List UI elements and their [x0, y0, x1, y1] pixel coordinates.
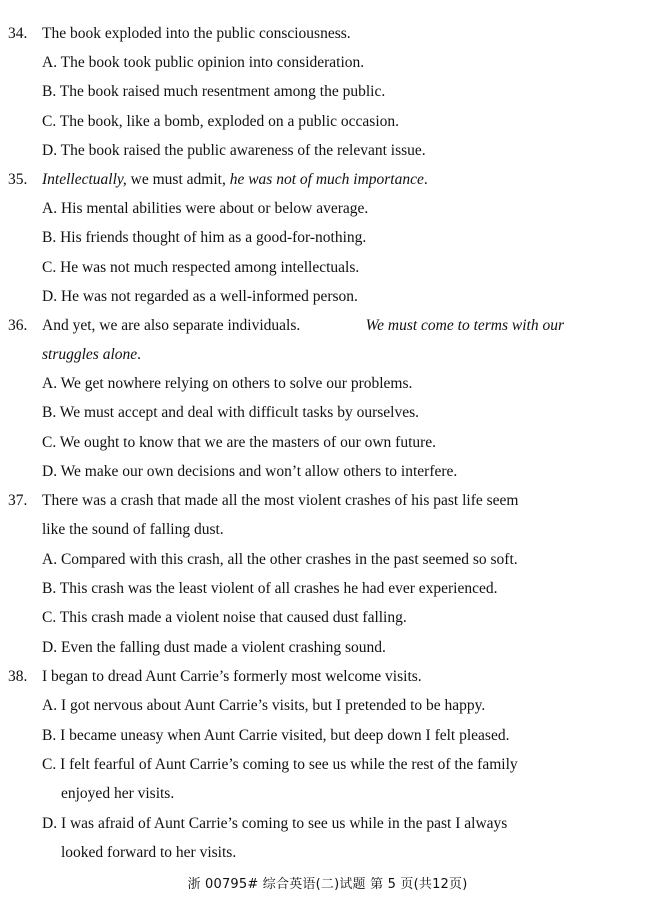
- option-d: D. We make our own decisions and won’t allow others to interfere.: [42, 463, 458, 480]
- option-b: B. This crash was the least violent of all crashes he had ever experienced.: [42, 580, 498, 597]
- stem-italic: Intellectually,: [42, 171, 127, 188]
- question-number: 35.: [8, 171, 28, 188]
- option-b: B. We must accept and deal with difficult tasks by ourselves.: [42, 404, 419, 421]
- option-d: D. I was afraid of Aunt Carrie’s coming to see us while in the past I always: [42, 815, 508, 832]
- option-c: C. I felt fearful of Aunt Carrie’s coming to see us while the rest of the family: [42, 756, 518, 773]
- question-number: 34.: [8, 25, 28, 42]
- stem-end: .: [137, 346, 142, 363]
- option-b: B. His friends thought of him as a good-for-nothing.: [42, 229, 367, 246]
- option-c: C. This crash made a violent noise that caused dust falling.: [42, 609, 407, 626]
- question-stem: [42, 170, 428, 190]
- stem-end: .: [423, 171, 428, 188]
- question-stem: The book exploded into the public consciousness.: [42, 25, 351, 42]
- option-a: A. I got nervous about Aunt Carrie’s visits, but I pretended to be happy.: [42, 697, 486, 714]
- option-c: C. He was not much respected among intellectuals.: [42, 259, 360, 276]
- option-b: B. The book raised much resentment among the public.: [42, 83, 386, 100]
- option-d-continued: looked forward to her visits.: [61, 844, 237, 861]
- page-footer: 浙 00795# 综合英语(二)试题 第 5 页(共12页): [187, 877, 468, 892]
- stem-italic: We must come to terms with our: [365, 317, 564, 334]
- option-c-continued: enjoyed her visits.: [61, 785, 175, 802]
- option-d: D. Even the falling dust made a violent crashing sound.: [42, 639, 386, 656]
- option-c: C. The book, like a bomb, exploded on a public occasion.: [42, 113, 399, 130]
- option-a: A. The book took public opinion into consideration.: [42, 54, 365, 71]
- option-a: A. His mental abilities were about or below average.: [42, 200, 369, 217]
- question-number: 36.: [8, 317, 28, 334]
- question-stem: There was a crash that made all the most violent crashes of his past life seem: [42, 492, 519, 509]
- option-a: A. Compared with this crash, all the other crashes in the past seemed so soft.: [42, 551, 518, 568]
- option-d: D. The book raised the public awareness of the relevant issue.: [42, 142, 426, 159]
- option-c: C. We ought to know that we are the masters of our own future.: [42, 434, 437, 451]
- question-stem-continued: like the sound of falling dust.: [42, 521, 224, 538]
- stem-italic: struggles alone: [42, 346, 138, 363]
- option-b: B. I became uneasy when Aunt Carrie visited, but deep down I felt pleased.: [42, 727, 510, 744]
- stem-italic: he was not of much importance: [229, 171, 424, 188]
- stem-plain: we must admit,: [126, 171, 230, 188]
- question-stem: [42, 316, 564, 336]
- option-d: D. He was not regarded as a well-informed person.: [42, 288, 358, 305]
- question-stem-continued: [42, 345, 141, 365]
- option-a: A. We get nowhere relying on others to solve our problems.: [42, 375, 413, 392]
- question-stem: I began to dread Aunt Carrie’s formerly most welcome visits.: [42, 668, 422, 685]
- question-number: 37.: [8, 492, 28, 509]
- stem-plain: And yet, we are also separate individuals.: [42, 317, 301, 334]
- question-number: 38.: [8, 668, 28, 685]
